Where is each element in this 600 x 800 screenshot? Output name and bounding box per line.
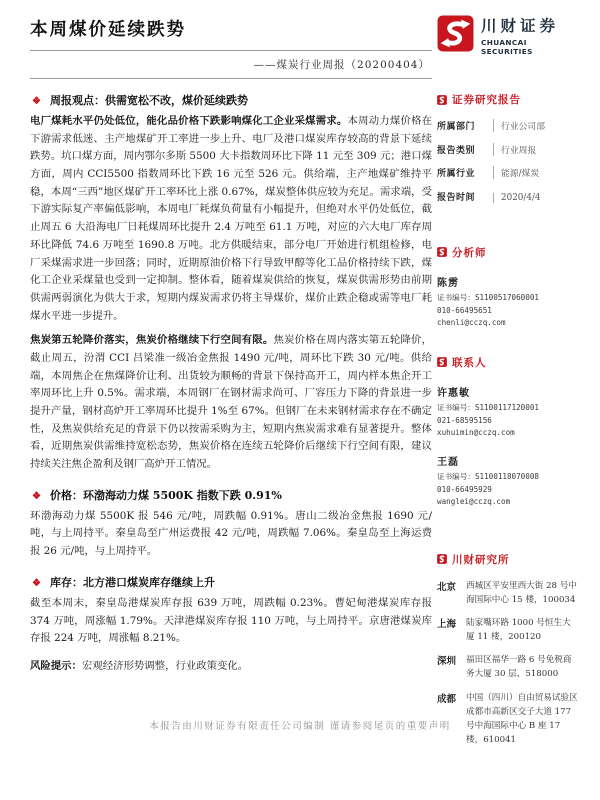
section-heading-text: 价格：环渤海动力煤 5500K 指数下跌 0.91%	[49, 488, 282, 502]
analyst-card	[437, 274, 579, 327]
mini-logo-icon	[437, 95, 447, 105]
analyst-email: chenli@cczq.com	[437, 317, 506, 327]
contact-phone: 010-66495929	[437, 484, 492, 494]
contact-cert: 证书编号：S1100117120001	[437, 402, 539, 412]
paragraph-lead: 焦炭第五轮降价落实，焦炭价格继续下行空间有限。	[30, 334, 274, 347]
diamond-icon: ❖	[32, 96, 41, 107]
brand-name-en: CHUANCAI SECURITIES	[481, 38, 533, 56]
meta-value: 行业公司部	[493, 119, 545, 132]
mini-logo-icon	[437, 357, 447, 367]
contact-card	[437, 453, 579, 506]
meta-label: 所属行业	[437, 169, 476, 179]
office-city: 上海	[437, 618, 457, 630]
risk-text: 宏观经济形势调整，行业政策变化。	[81, 659, 249, 672]
footer-disclaimer: 本报告由川财证券有限责任公司编制 谨请参阅尾页的重要声明	[149, 721, 451, 732]
meta-label: 所属部门	[437, 122, 476, 132]
section-heading-weekly-view	[30, 92, 432, 108]
meta-row-department	[437, 119, 579, 132]
research-report-tag	[437, 92, 579, 107]
office-row-beijing	[437, 579, 579, 607]
contact-card	[437, 384, 579, 437]
contact-name: 王磊	[437, 456, 459, 468]
office-city: 深圳	[437, 656, 457, 668]
paragraph-weekly-1	[30, 113, 432, 325]
brand-text	[481, 14, 579, 56]
chuancai-logo-icon	[437, 15, 474, 56]
institute-heading	[437, 552, 579, 567]
research-report-tag-label: 证券研究报告	[452, 94, 521, 106]
mini-logo-icon	[437, 247, 447, 257]
contact-cert: 证书编号：S1100118070008	[437, 471, 539, 481]
diamond-icon: ❖	[32, 577, 41, 589]
diamond-icon: ❖	[32, 490, 41, 502]
meta-value: 能源/煤炭	[493, 166, 539, 179]
office-row-shenzhen	[437, 653, 579, 681]
contacts-heading-label: 联系人	[452, 356, 487, 369]
contact-name: 许惠敏	[437, 387, 470, 399]
analyst-cert: 证书编号：S1100517060001	[437, 292, 539, 302]
analyst-heading	[437, 245, 579, 260]
meta-row-industry	[437, 166, 579, 179]
office-city: 成都	[437, 693, 457, 705]
sidebar	[437, 14, 579, 756]
risk-label: 风险提示：	[30, 659, 82, 672]
institute-heading-label: 川财研究所	[452, 553, 510, 566]
brand-block	[437, 14, 579, 56]
contact-email: xuhuimin@cczq.com	[437, 427, 515, 437]
analyst-name: 陈雳	[437, 277, 459, 289]
meta-value: 2020/4/4	[493, 193, 541, 203]
office-address: 中国（四川）自由贸易试验区成都市高新区交子大道 177 号中海国际中心 B 座 17 楼，610041	[466, 692, 578, 746]
risk-note	[30, 658, 432, 676]
meta-label: 报告时间	[437, 192, 476, 203]
meta-row-date	[437, 190, 579, 203]
analyst-heading-label: 分析师	[452, 246, 487, 259]
report-meta	[437, 119, 579, 203]
office-row-shanghai	[437, 616, 579, 644]
page-title: 本周煤价延续跌势	[30, 20, 186, 40]
paragraph-price: 环渤海动力煤 5500K 报 546 元/吨，周跌幅 0.91%。唐山二级冶金焦报 1690 元/吨，与上周持平。秦皇岛至广州运费报 42 元/吨，周跌幅 7.06%。秦皇岛至上海运费报 26 元/吨，与上周持平。	[30, 509, 432, 558]
contacts-heading	[437, 355, 579, 370]
analyst-phone: 010-66495651	[437, 305, 492, 315]
paragraph-text: 焦炭价格在周内落实第五轮降价，截止周五，汾渭 CCI 吕梁准一级冶金焦报 1490 元/吨，周环比下跌 30 元/吨。供给端，本周焦企在焦煤降价让利、出货较为顺畅的背景下保持高开工，周内样本焦企开工率周环比上升 0.5%。需求端，本周钢厂在钢材需求尚可、厂容压力下降的背景进一步提升产量，钢材高炉开工率周环比提升 1%至 67%。但钢厂在未来钢材需求存在不确定性，及焦炭供给充足的背景下仍以按需采购为主，短期内焦炭需求难有显著提升。整体看，近期焦炭供需维持宽松态势，焦炭价格在连续五轮降价后继续下行空间有限，建议持续关注焦企盈利及钢厂高炉开工情况。	[30, 334, 433, 471]
section-heading-text: 库存：北方港口煤炭库存继续上升	[49, 575, 215, 589]
main-column	[30, 16, 432, 676]
contact-email: wanglei@cczq.com	[437, 496, 511, 506]
paragraph-weekly-2	[30, 332, 432, 474]
mini-logo-icon	[437, 554, 447, 564]
paragraph-lead: 电厂煤耗水平仍处低位，能化品价格下跌影响煤化工企业采煤需求。	[30, 115, 348, 127]
contact-phone: 021-68595156	[437, 415, 492, 425]
meta-label: 报告类别	[437, 145, 476, 156]
paragraph-inventory: 截至本周末，秦皇岛港煤炭库存报 639 万吨，周跌幅 0.23%。曹妃甸港煤炭库存报 374 万吨，周涨幅 1.79%。天津港煤炭库存报 110 万吨，与上周持平。京唐港煤炭库存报 224 万吨，周涨幅 8.21%。	[30, 596, 432, 645]
section-heading-text: 周报观点：供需宽松不改，煤价延续跌势	[49, 94, 248, 107]
paragraph-text: 本周动力煤价格在下游需求低迷、主产地煤矿开工率进一步上升、电厂及港口煤炭库存较高的背景下延续跌势。坑口煤方面，周内鄂尔多斯 5500 大卡指数周环比下降 11 元至 309 元；港口煤方面，周内 CCI5500 指数周环比下跌 16 元至 526 元。供给端，主产地煤矿维持平稳，本周“三西”地区煤矿开工率环比上涨 0.67%，煤炭整体供应较为充足。需求端，受下游实际复产率偏低影响，本周电厂耗煤负荷量有小幅提升，但绝对水平仍处低位，截止周五 6 大沿海电厂日耗煤周环比提升 2.4 万吨至 61.1 万吨，对应的六大电厂库存周环比降低 74.6 万吨至 1690.8 万吨。北方供暖结束，部分电厂开始进行机组检修，电厂采煤需求进一步回落；同时，近期原油价格下行导致甲醇等化工品价格持续下跌，煤化工企业采煤量也受到一定抑制。整体看，随着煤炭供给的恢复，煤炭供需形势由前期供需两弱演化为供大于求，短期内煤炭需求仍将主导煤价，煤价止跌企稳或需等电厂耗煤水平进一步提升。	[30, 115, 433, 322]
divider	[30, 78, 432, 79]
section-heading-inventory	[30, 574, 432, 590]
section-heading-price	[30, 487, 432, 503]
office-address: 西城区平安里西大街 28 号中海国际中心 15 楼，100034	[466, 580, 577, 605]
office-address: 陆家嘴环路 1000 号恒生大厦 11 楼，200120	[466, 617, 571, 643]
report-subtitle: ——煤炭行业周报（20200404）	[253, 59, 430, 71]
office-address: 福田区福华一路 6 号免税商务大厦 30 层，518000	[466, 655, 572, 680]
office-city: 北京	[437, 581, 457, 593]
meta-row-category	[437, 143, 579, 156]
meta-value: 行业周报	[493, 143, 536, 156]
brand-name-cn: 川财证券	[481, 17, 560, 35]
